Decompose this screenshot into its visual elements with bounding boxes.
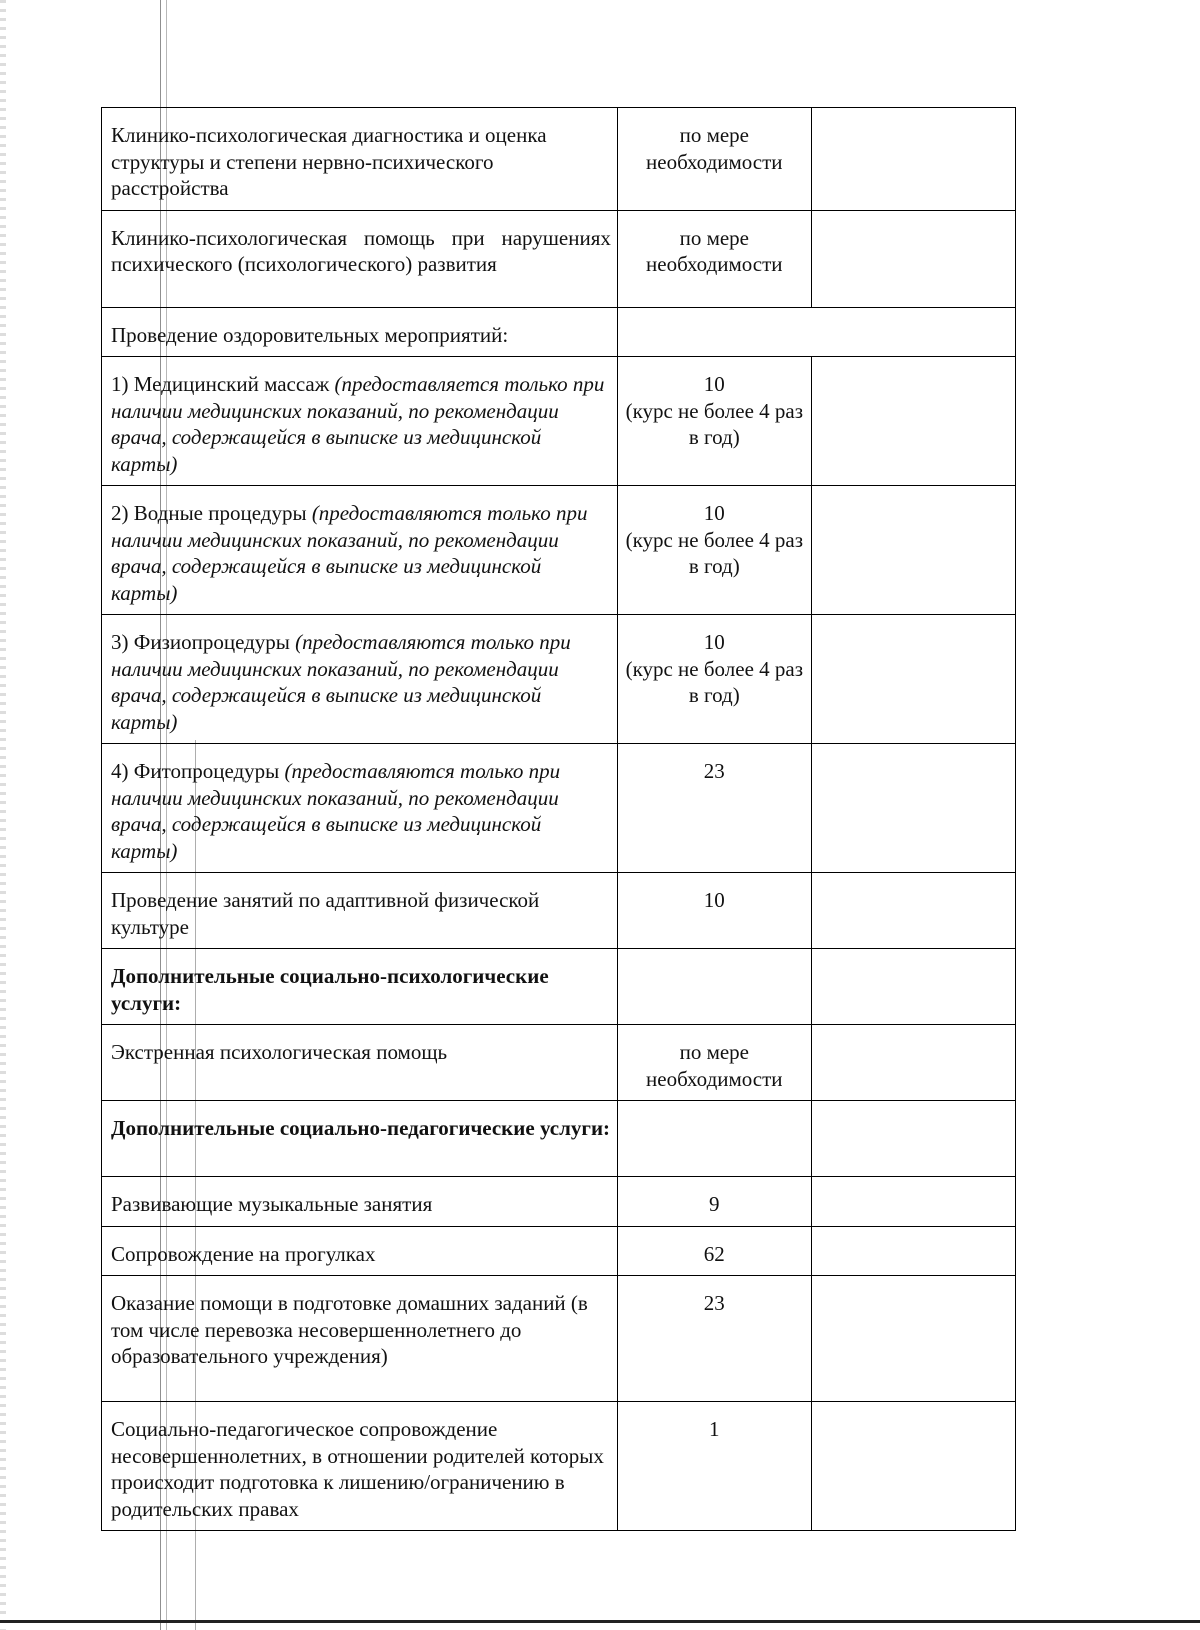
empty-cell: [617, 949, 811, 1025]
service-name: 3) Физиопроцедуры: [111, 630, 296, 654]
empty-cell: [811, 1177, 1015, 1227]
service-name: 4) Фитопроцедуры: [111, 759, 285, 783]
service-quantity: по мере необходимости: [646, 225, 783, 276]
quantity-cell: [617, 1276, 811, 1402]
quantity-cell: [617, 1177, 811, 1227]
service-name-cell: [102, 1402, 618, 1531]
empty-cell: [811, 1402, 1015, 1531]
service-quantity: по мере необходимости: [646, 1040, 783, 1091]
empty-cell: [811, 210, 1015, 307]
service-name: Оказание помощи в подготовке домашних заданий (в том числе перевозка несовершеннолетнего до образовательного учреждения): [111, 1291, 588, 1368]
empty-cell: [811, 1025, 1015, 1101]
empty-cell: [811, 873, 1015, 949]
service-name-cell: [102, 744, 618, 873]
quantity-cell: [617, 357, 811, 486]
service-quantity: 10: [703, 630, 725, 654]
empty-cell: [617, 1101, 811, 1177]
empty-cell: [811, 744, 1015, 873]
service-note: (предоставляется только при наличии медицинских показаний, по рекомендации врача, содержащейся в выписке из медицинской карты): [111, 372, 605, 476]
empty-cell: [811, 1226, 1015, 1276]
service-note: (предоставляются только при наличии медицинских показаний, по рекомендации врача, содержащейся в выписке из медицинской карты): [111, 501, 588, 605]
table-row: [102, 744, 1016, 873]
service-quantity: 23: [703, 759, 725, 783]
empty-cell: [811, 1101, 1015, 1177]
service-name: 1) Медицинский массаж: [111, 372, 335, 396]
service-name: Развивающие музыкальные занятия: [111, 1192, 433, 1216]
service-quantity: 10: [703, 372, 725, 396]
service-name: Сопровождение на прогулках: [111, 1241, 376, 1266]
service-name: Проведение занятий по адаптивной физической культуре: [111, 888, 540, 939]
scan-bottom-edge: [0, 1620, 1200, 1623]
quantity-cell: [617, 873, 811, 949]
section-header: Дополнительные социально-психологические услуги:: [111, 964, 549, 1015]
quantity-cell: [617, 744, 811, 873]
empty-cell: [811, 949, 1015, 1025]
table-row: [102, 873, 1016, 949]
service-name-cell: [102, 108, 618, 211]
service-name-cell: [102, 1177, 618, 1227]
service-quantity: 23: [703, 1291, 725, 1315]
quantity-cell: [617, 1402, 811, 1531]
service-quantity: 10: [703, 501, 725, 525]
table-row: [102, 1402, 1016, 1531]
table-row: [102, 307, 1016, 357]
service-name: Экстренная психологическая помощь: [111, 1040, 448, 1064]
service-quantity: 62: [703, 1241, 725, 1266]
service-name-cell: [102, 357, 618, 486]
quantity-note: (курс не более 4 раз в год): [625, 656, 804, 707]
quantity-cell: [617, 1226, 811, 1276]
section-header: Дополнительные социально-педагогические услуги:: [111, 1116, 611, 1140]
table-row: [102, 949, 1016, 1025]
empty-cell: [811, 615, 1015, 744]
table-row: [102, 1276, 1016, 1402]
empty-cell: [811, 486, 1015, 615]
table-row: [102, 1226, 1016, 1276]
service-name-cell: [102, 1025, 618, 1101]
service-name: Клинико-психологическая диагностика и оценка структуры и степени нервно-психического расстройства: [111, 123, 547, 200]
empty-cell: [617, 307, 1015, 357]
empty-cell: [811, 1276, 1015, 1402]
quantity-cell: [617, 486, 811, 615]
service-name-cell: [102, 615, 618, 744]
service-name: 2) Водные процедуры: [111, 501, 312, 525]
table-row: [102, 210, 1016, 307]
table-row: [102, 357, 1016, 486]
quantity-cell: [617, 108, 811, 211]
scan-left-edge: [0, 0, 6, 1630]
service-name-cell: [102, 486, 618, 615]
table-row: [102, 486, 1016, 615]
service-note: (предоставляются только при наличии медицинских показаний, по рекомендации врача, содержащейся в выписке из медицинской карты): [111, 759, 561, 863]
section-header-cell: [102, 1101, 618, 1177]
section-label: Проведение оздоровительных мероприятий:: [111, 322, 509, 347]
table-row: [102, 1101, 1016, 1177]
service-name-cell: [102, 210, 618, 307]
quantity-cell: [617, 1025, 811, 1101]
service-note: (предоставляются только при наличии медицинских показаний, по рекомендации врача, содержащейся в выписке из медицинской карты): [111, 630, 571, 734]
empty-cell: [811, 108, 1015, 211]
quantity-note: (курс не более 4 раз в год): [625, 527, 804, 578]
table-row: [102, 1177, 1016, 1227]
service-quantity: 1: [709, 1417, 720, 1441]
service-name-cell: [102, 1226, 618, 1276]
service-name: Клинико-психологическая помощь при нарушениях психического (психологического) развития: [111, 225, 611, 276]
service-quantity: 10: [703, 888, 725, 912]
service-quantity: по мере необходимости: [646, 123, 783, 174]
quantity-cell: [617, 210, 811, 307]
service-quantity: 9: [709, 1192, 720, 1216]
table-row: [102, 1025, 1016, 1101]
table-row: [102, 615, 1016, 744]
service-name-cell: [102, 873, 618, 949]
section-header-cell: [102, 949, 618, 1025]
quantity-note: (курс не более 4 раз в год): [625, 398, 804, 449]
services-table: [101, 107, 1016, 1531]
table-row: [102, 108, 1016, 211]
section-label-cell: [102, 307, 618, 357]
service-name: Социально-педагогическое сопровождение несовершеннолетних, в отношении родителей которых происходит подготовка к лишению/ограничению в родительских правах: [111, 1417, 604, 1521]
quantity-cell: [617, 615, 811, 744]
empty-cell: [811, 357, 1015, 486]
service-name-cell: [102, 1276, 618, 1402]
